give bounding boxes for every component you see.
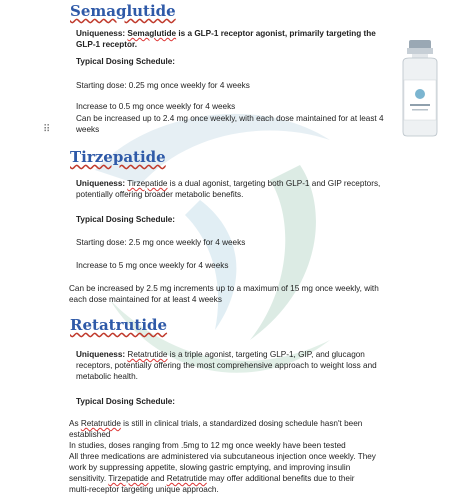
note-text: sensitivity. bbox=[69, 474, 109, 483]
tirzepatide-heading: Tirzepatide bbox=[70, 148, 166, 166]
drug-name: Retatrutide bbox=[80, 419, 121, 428]
schedule-label: Typical Dosing Schedule: bbox=[76, 397, 176, 406]
max-dose-line bbox=[76, 113, 386, 135]
schedule-label: Typical Dosing Schedule: bbox=[76, 57, 176, 66]
note-text: may offer additional benefits due to their bbox=[206, 474, 355, 483]
note-text: multi-receptor targeting unique approach. bbox=[69, 485, 219, 494]
tirzepatide-uniqueness bbox=[76, 178, 396, 200]
max-dose-text: weeks bbox=[76, 125, 100, 134]
starting-dose: Starting dose: 0.25 mg once weekly for 4 weeks bbox=[76, 81, 250, 90]
note-text: work by suppressing appetite, slowing gastric emptying, and improving insulin bbox=[69, 463, 351, 472]
uniqueness-text: is a GLP-1 receptor agonist, primarily targeting the bbox=[176, 29, 376, 38]
uniqueness-label: Uniqueness: bbox=[76, 350, 126, 359]
uniqueness-text: GLP-1 receptor. bbox=[76, 40, 137, 49]
retatrutide-notes bbox=[69, 418, 409, 495]
max-dose-line bbox=[69, 283, 399, 305]
uniqueness-label: Uniqueness: bbox=[76, 179, 126, 188]
drug-name: Tirzepatide bbox=[127, 179, 168, 188]
uniqueness-text: is a dual agonist, targeting both GLP-1 and GIP receptors, bbox=[167, 179, 381, 188]
uniqueness-label: Uniqueness: bbox=[76, 29, 126, 38]
semaglutide-heading: Semaglutide bbox=[70, 2, 176, 20]
starting-dose: Starting dose: 2.5 mg once weekly for 4 weeks bbox=[76, 238, 246, 247]
note-text: In studies, doses ranging from .5mg to 12 mg once weekly have been tested bbox=[69, 441, 346, 450]
uniqueness-text: is a triple agonist, targeting GLP-1, GIP, and glucagon bbox=[167, 350, 365, 359]
note-text: All three medications are administered via subcutaneous injection once weekly. They bbox=[69, 452, 376, 461]
note-text: is still in clinical trials, a standardized dosing schedule hasn't been bbox=[120, 419, 363, 428]
retatrutide-heading: Retatrutide bbox=[70, 316, 168, 334]
max-dose-text: Can be increased by 2.5 mg increments up to a maximum of 15 mg once weekly, with bbox=[69, 284, 379, 293]
uniqueness-text: receptors, potentially offering the most comprehensive approach to weight loss and bbox=[76, 361, 377, 370]
note-text: As bbox=[69, 419, 81, 428]
note-text: established bbox=[69, 430, 111, 439]
drug-name: Retatrutide bbox=[127, 350, 168, 359]
increase-line: Increase to 0.5 mg once weekly for 4 weeks bbox=[76, 102, 236, 111]
uniqueness-text: metabolic health. bbox=[76, 372, 138, 381]
drag-handle-icon[interactable]: ⠿ bbox=[43, 124, 50, 135]
drug-name: Retatrutide bbox=[166, 474, 207, 483]
max-dose-text: Can be increased up to 2.4 mg once weekly, with each dose maintained for at least 4 bbox=[76, 114, 384, 123]
vial-image bbox=[395, 38, 445, 138]
semaglutide-uniqueness bbox=[76, 28, 386, 50]
drug-name: Semaglutide bbox=[127, 29, 177, 38]
schedule-label: Typical Dosing Schedule: bbox=[76, 215, 176, 224]
retatrutide-uniqueness bbox=[76, 349, 406, 382]
max-dose-text: each dose maintained for at least 4 weeks bbox=[69, 295, 222, 304]
uniqueness-text: potentially offering broader metabolic benefits. bbox=[76, 190, 244, 199]
note-text: and bbox=[148, 474, 167, 483]
increase-line: Increase to 5 mg once weekly for 4 weeks bbox=[76, 261, 229, 270]
drug-name: Tirzepatide bbox=[108, 474, 149, 483]
